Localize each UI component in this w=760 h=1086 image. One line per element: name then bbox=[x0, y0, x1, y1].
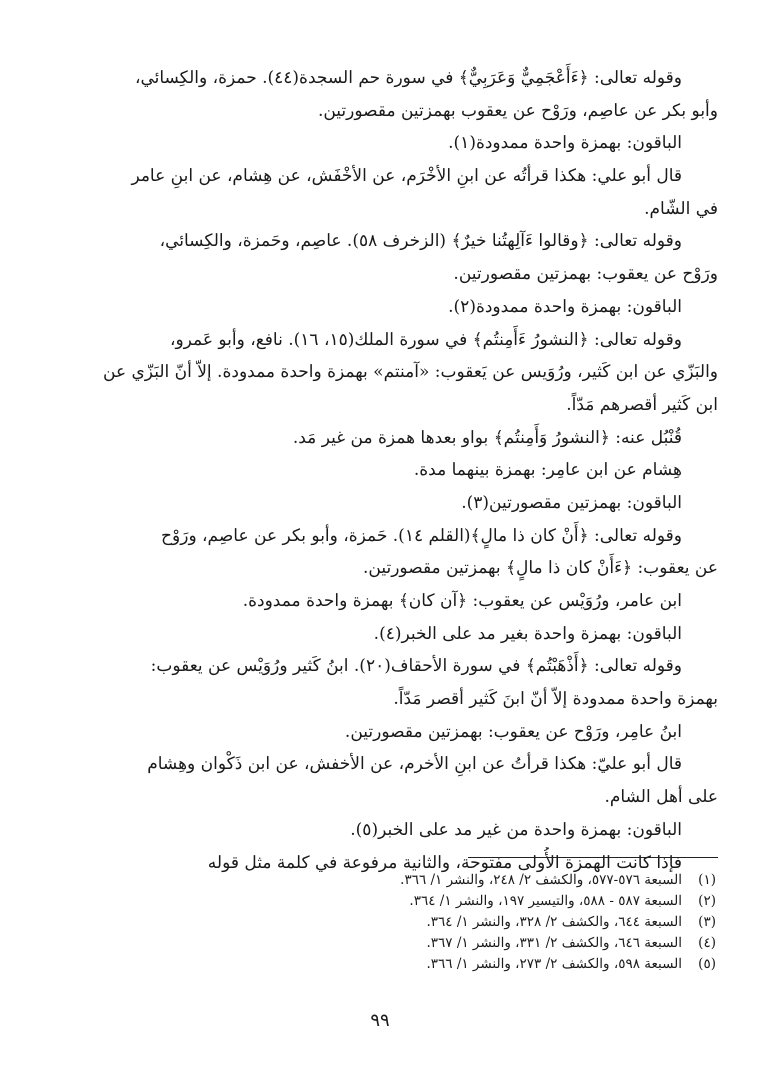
footnotes bbox=[196, 870, 716, 975]
text-line: وقوله تعالى: ﴿أَذْهَبْتُم﴾ في سورة الأحقاف(٢٠). ابنُ كَثير ورُوَيْس عن يعقوب: bbox=[150, 656, 682, 677]
footnote-number: (٣) bbox=[698, 914, 716, 930]
main-text bbox=[40, 62, 718, 879]
footnote-number: (٢) bbox=[698, 893, 716, 909]
text-line: ابنُ عامِر، ورَوْح عن يعقوب: بهمزتين مقصورتين. bbox=[344, 721, 682, 742]
text-line: فإذا كانت الهمزة الأُولى مفتوحة، والثانية مرفوعة في كلمة مثل قوله bbox=[207, 852, 682, 873]
text-line: على أهل الشام. bbox=[604, 787, 718, 808]
footnote bbox=[196, 870, 716, 891]
text-line: قال أبو عليّ: هكذا قرأتُ عن ابنِ الأخرم، عن الأخفش، عن ابن ذَكْوان وهِشام bbox=[147, 754, 682, 775]
text-line: عن يعقوب: ﴿ءَأَنْ كان ذا مالٍ﴾ بهمزتين مقصورتين. bbox=[363, 558, 718, 579]
text-line: هِشام عن ابن عامِر: بهمزة بينهما مدة. bbox=[413, 460, 682, 481]
footnote-text: السبعة ٦٤٦، والكشف ٢/ ٣٣١، والنشر ١/ ٣٦٧. bbox=[426, 935, 682, 951]
footnote bbox=[196, 912, 716, 933]
footnote-number: (١) bbox=[698, 872, 716, 888]
text-line: وقوله تعالى: ﴿ءَأَعْجَمِيٌّ وَعَرَبِيٌّ﴾ في سورة حم السجدة(٤٤). حمزة، والكِسائي، bbox=[134, 68, 682, 88]
text-line: في الشّام. bbox=[644, 198, 718, 219]
footnote bbox=[196, 933, 716, 954]
text-line: الباقون: بهمزة واحدة من غير مد على الخبر(٥). bbox=[350, 819, 682, 840]
footnote-text: السبعة ٥٨٧ - ٥٨٨، والتيسير ١٩٧، والنشر ١/ ٣٦٤. bbox=[409, 893, 682, 909]
text-line: وأبو بكر عن عاصِم، ورَوْح عن يعقوب بهمزتين مقصورتين. bbox=[317, 100, 718, 121]
text-line: بهمزة واحدة ممدودة إلاّ أنّ ابنَ كَثير أقصر مَدّاً. bbox=[393, 689, 718, 710]
footnote-number: (٥) bbox=[698, 956, 716, 972]
text-line: قُنْبُل عنه: ﴿النشورُ وَأَمِنتُم﴾ بواو بعدها همزة من غير مَد. bbox=[292, 427, 682, 448]
text-line: قال أبو علي: هكذا قرأتُه عن ابنِ الأخْرَم، عن الأخْفَش، عن هِشام، عن ابنِ عامر bbox=[131, 166, 682, 187]
footnote-text: السبعة ٥٩٨، والكشف ٢/ ٢٧٣، والنشر ١/ ٣٦٦. bbox=[426, 956, 682, 972]
text-line: والبَزّي عن ابن كَثير، ورُوَيس عن يَعقوب: «آمنتم» بهمزة واحدة ممدودة. إلاّ أنّ البَزّي عن bbox=[103, 362, 718, 383]
text-line: ورَوْح عن يعقوب: بهمزتين مقصورتين. bbox=[453, 264, 718, 285]
text-line: ابن عامر، ورُوَيْس عن يعقوب: ﴿آن كان﴾ بهمزة واحدة ممدودة. bbox=[242, 591, 682, 611]
text-line: الباقون: بهمزة واحدة ممدودة(١). bbox=[448, 133, 682, 154]
text-line: ابن كَثير أقصرهم مَدّاً. bbox=[566, 394, 718, 415]
footnote-text: السبعة ٥٧٦-٥٧٧، والكشف ٢/ ٢٤٨، والنشر ١/ ٣٦٦. bbox=[400, 872, 682, 888]
text-line: الباقون: بهمزتين مقصورتين(٣). bbox=[461, 492, 682, 513]
footnote bbox=[196, 891, 716, 912]
text-line: وقوله تعالى: ﴿النشورُ ءَأَمِنتُم﴾ في سورة الملك(١٥، ١٦). نافع، وأبو عَمرو، bbox=[169, 329, 682, 350]
text-line: وقوله تعالى: ﴿أَنْ كان ذا مالٍ﴾(القلم ١٤). حَمزة، وأبو بكر عن عاصِم، ورَوْح bbox=[161, 525, 682, 546]
footnote-number: (٤) bbox=[698, 935, 716, 951]
text-line: الباقون: بهمزة واحدة بغير مد على الخبر(٤). bbox=[373, 623, 682, 644]
footnote-separator bbox=[468, 857, 718, 858]
footnote bbox=[196, 954, 716, 975]
text-line: الباقون: بهمزة واحدة ممدودة(٢). bbox=[448, 296, 682, 317]
footnote-text: السبعة ٦٤٤، والكشف ٢/ ٣٢٨، والنشر ١/ ٣٦٤. bbox=[426, 914, 682, 930]
page-number: ٩٩ bbox=[370, 1010, 390, 1031]
text-line: وقوله تعالى: ﴿وقالوا ءَآلِهتُنا خيرٌ﴾ (الزخرف ٥٨). عاصِم، وحَمزة، والكِسائي، bbox=[159, 231, 682, 252]
